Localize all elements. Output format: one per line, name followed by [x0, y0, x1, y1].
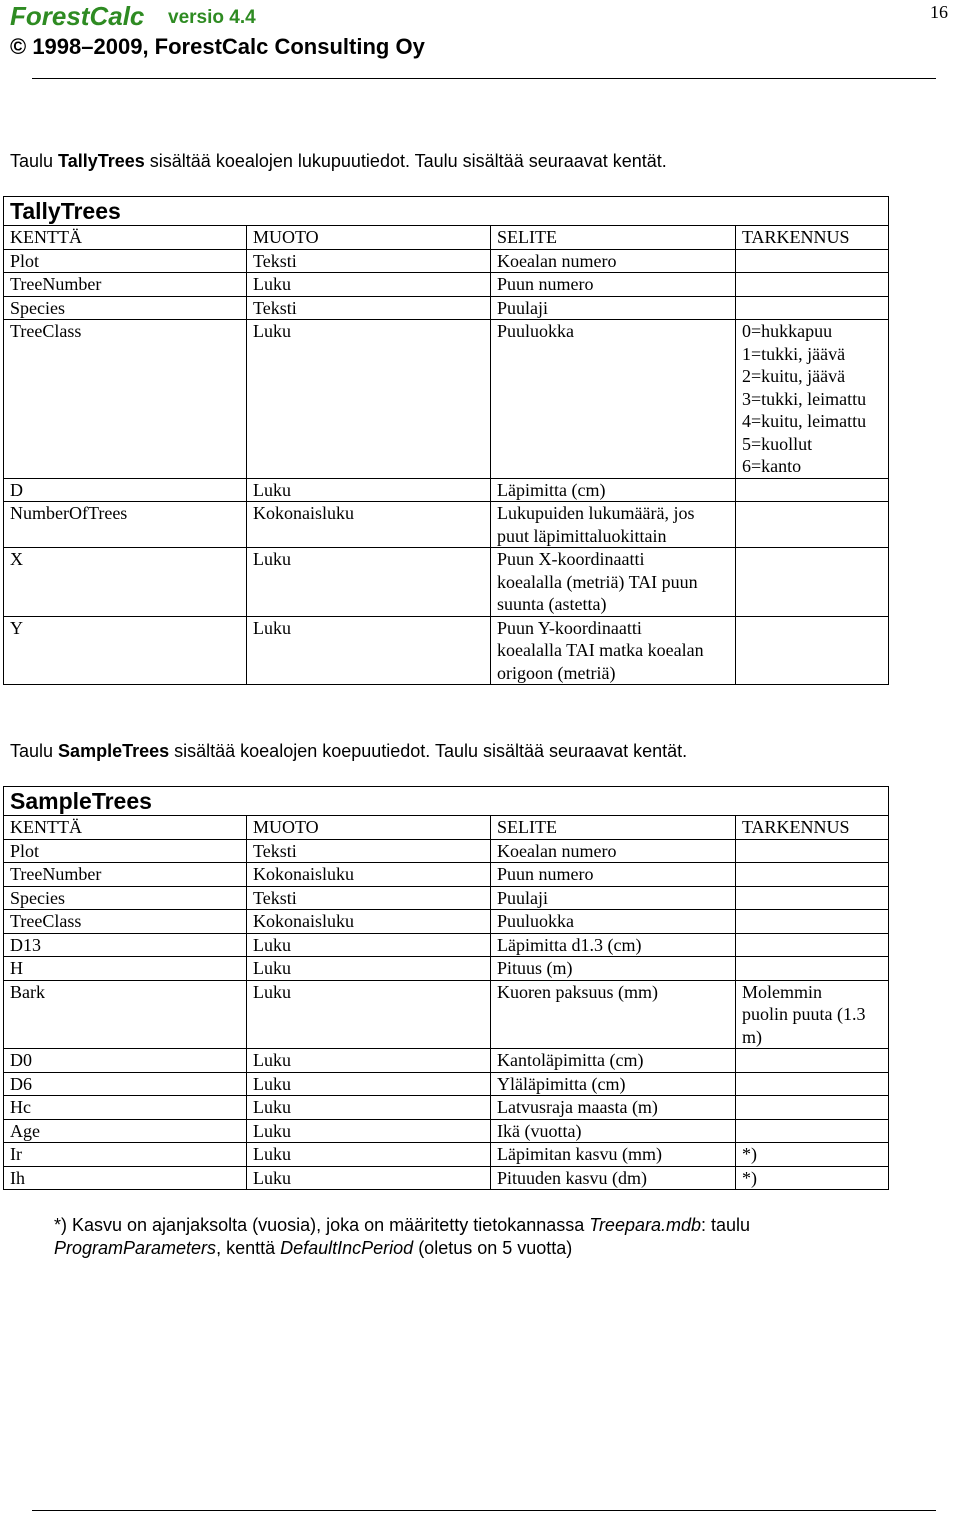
table-cell: Koealan numero — [491, 839, 736, 863]
table-cell: Yläläpimitta (cm) — [491, 1072, 736, 1096]
footnote-db-name: Treepara.mdb — [589, 1215, 701, 1235]
table-cell: Puulaji — [491, 296, 736, 320]
table-cell: 0=hukkapuu 1=tukki, jäävä 2=kuitu, jäävä 3=tukki, leimattu 4=kuitu, leimattu 5=kuollut 6=kanto — [736, 320, 889, 479]
table-cell — [736, 839, 889, 863]
header-rule — [32, 78, 936, 79]
sampletrees-table — [3, 786, 889, 1190]
footnote — [54, 1214, 750, 1260]
table-row — [4, 910, 889, 934]
table-header-row — [4, 226, 889, 250]
table-row — [4, 957, 889, 981]
header-cell: SELITE — [491, 226, 736, 250]
intro-suffix: sisältää koealojen lukupuutiedot. Taulu sisältää seuraavat kentät. — [144, 151, 667, 171]
table-cell: Hc — [4, 1096, 247, 1120]
table-cell: Species — [4, 296, 247, 320]
table-cell: Kokonaisluku — [247, 502, 491, 548]
copyright-line: © 1998–2009, ForestCalc Consulting Oy — [10, 34, 425, 59]
table-cell: Luku — [247, 980, 491, 1049]
table-cell: Kokonaisluku — [247, 910, 491, 934]
table-cell — [736, 933, 889, 957]
table-cell: Bark — [4, 980, 247, 1049]
header-cell: MUOTO — [247, 226, 491, 250]
table-cell: Luku — [247, 273, 491, 297]
table-cell: Ikä (vuotta) — [491, 1119, 736, 1143]
table-title: TallyTrees — [4, 197, 889, 226]
table-cell: H — [4, 957, 247, 981]
table-row — [4, 273, 889, 297]
table-cell: Luku — [247, 1096, 491, 1120]
table-cell — [736, 1119, 889, 1143]
intro-suffix: sisältää koealojen koepuutiedot. Taulu sisältää seuraavat kentät. — [169, 741, 688, 761]
table-row — [4, 980, 889, 1049]
table-cell: Puun numero — [491, 863, 736, 887]
table-cell — [736, 548, 889, 617]
table-cell: Teksti — [247, 886, 491, 910]
table-cell — [736, 1072, 889, 1096]
table-row — [4, 616, 889, 685]
table-cell: TreeNumber — [4, 273, 247, 297]
table-cell: Plot — [4, 839, 247, 863]
table-cell: Luku — [247, 1119, 491, 1143]
table-cell: TreeClass — [4, 910, 247, 934]
table-cell: Läpimitta d1.3 (cm) — [491, 933, 736, 957]
table-row — [4, 1049, 889, 1073]
table-cell — [736, 863, 889, 887]
table-cell — [736, 886, 889, 910]
table-cell: Luku — [247, 1166, 491, 1190]
footnote-text: *) Kasvu on ajanjaksolta (vuosia), joka on määritetty tietokannassa — [54, 1215, 590, 1235]
table-cell: Luku — [247, 548, 491, 617]
intro-prefix: Taulu — [10, 151, 59, 171]
footnote-text: , kenttä — [216, 1238, 281, 1258]
footnote-text: : taulu — [701, 1215, 751, 1235]
table-cell — [736, 616, 889, 685]
table-cell: Kuoren paksuus (mm) — [491, 980, 736, 1049]
table-row — [4, 548, 889, 617]
table-cell: Luku — [247, 933, 491, 957]
table-row — [4, 249, 889, 273]
header-cell: TARKENNUS — [736, 816, 889, 840]
table-cell: X — [4, 548, 247, 617]
table-row — [4, 502, 889, 548]
table-cell: Teksti — [247, 839, 491, 863]
table-cell: Kokonaisluku — [247, 863, 491, 887]
table-cell: Teksti — [247, 296, 491, 320]
table-cell — [736, 273, 889, 297]
table-cell: Age — [4, 1119, 247, 1143]
table-cell: Puun numero — [491, 273, 736, 297]
table-cell: Luku — [247, 1072, 491, 1096]
table-cell: *) — [736, 1143, 889, 1167]
footnote-text: (oletus on 5 vuotta) — [413, 1238, 573, 1258]
table-cell — [736, 957, 889, 981]
table-cell: Y — [4, 616, 247, 685]
table-cell: Luku — [247, 957, 491, 981]
table-row — [4, 886, 889, 910]
table-cell: Molemmin puolin puuta (1.3 m) — [736, 980, 889, 1049]
table-row — [4, 1119, 889, 1143]
table-cell — [736, 1096, 889, 1120]
table-cell: TreeNumber — [4, 863, 247, 887]
table-cell: TreeClass — [4, 320, 247, 479]
table-row — [4, 296, 889, 320]
table-cell: Luku — [247, 1143, 491, 1167]
version-label: versio 4.4 — [168, 7, 256, 28]
table-cell: Plot — [4, 249, 247, 273]
table-cell: Lukupuiden lukumäärä, jos puut läpimittaluokittain — [491, 502, 736, 548]
table-cell: D — [4, 478, 247, 502]
table-cell — [736, 249, 889, 273]
header-cell: KENTTÄ — [4, 226, 247, 250]
table-cell: Puuluokka — [491, 910, 736, 934]
tallytrees-table — [3, 196, 889, 685]
table-cell: Luku — [247, 616, 491, 685]
table-row — [4, 1166, 889, 1190]
table-cell — [736, 296, 889, 320]
table-cell: Luku — [247, 1049, 491, 1073]
intro-table-name: SampleTrees — [58, 741, 170, 761]
table-cell: Luku — [247, 320, 491, 479]
sampletrees-intro — [10, 740, 687, 762]
table-cell: D13 — [4, 933, 247, 957]
table-cell: Teksti — [247, 249, 491, 273]
table-cell: Pituuden kasvu (dm) — [491, 1166, 736, 1190]
table-cell: Läpimitta (cm) — [491, 478, 736, 502]
table-cell: D6 — [4, 1072, 247, 1096]
table-header-row — [4, 816, 889, 840]
header-cell: KENTTÄ — [4, 816, 247, 840]
table-row — [4, 320, 889, 479]
table-cell: Puun Y-koordinaatti koealalla TAI matka koealan origoon (metriä) — [491, 616, 736, 685]
table-cell: NumberOfTrees — [4, 502, 247, 548]
footnote-table-name: ProgramParameters — [54, 1238, 217, 1258]
table-cell: Kantoläpimitta (cm) — [491, 1049, 736, 1073]
page-number: 16 — [930, 2, 948, 22]
table-cell: Koealan numero — [491, 249, 736, 273]
table-row — [4, 863, 889, 887]
table-cell: Pituus (m) — [491, 957, 736, 981]
table-cell — [736, 1049, 889, 1073]
table-cell: Ir — [4, 1143, 247, 1167]
header-cell: SELITE — [491, 816, 736, 840]
table-row — [4, 478, 889, 502]
header-cell: TARKENNUS — [736, 226, 889, 250]
tallytrees-intro — [10, 150, 667, 172]
table-cell: Puun X-koordinaatti koealalla (metriä) TAI puun suunta (astetta) — [491, 548, 736, 617]
table-row — [4, 1072, 889, 1096]
table-cell: Luku — [247, 478, 491, 502]
table-cell — [736, 502, 889, 548]
table-cell — [736, 478, 889, 502]
table-row — [4, 933, 889, 957]
table-cell: Latvusraja maasta (m) — [491, 1096, 736, 1120]
table-row — [4, 839, 889, 863]
table-cell: *) — [736, 1166, 889, 1190]
table-title: SampleTrees — [4, 787, 889, 816]
table-row — [4, 1143, 889, 1167]
footnote-field-name: DefaultIncPeriod — [280, 1238, 414, 1258]
intro-table-name: TallyTrees — [58, 151, 145, 171]
table-cell: Species — [4, 886, 247, 910]
header-cell: MUOTO — [247, 816, 491, 840]
table-cell: D0 — [4, 1049, 247, 1073]
table-cell: Puuluokka — [491, 320, 736, 479]
table-row — [4, 1096, 889, 1120]
table-cell: Puulaji — [491, 886, 736, 910]
footer-rule — [32, 1510, 936, 1511]
table-cell: Läpimitan kasvu (mm) — [491, 1143, 736, 1167]
table-cell: Ih — [4, 1166, 247, 1190]
intro-prefix: Taulu — [10, 741, 59, 761]
table-cell — [736, 910, 889, 934]
brand-name: ForestCalc — [10, 1, 145, 31]
